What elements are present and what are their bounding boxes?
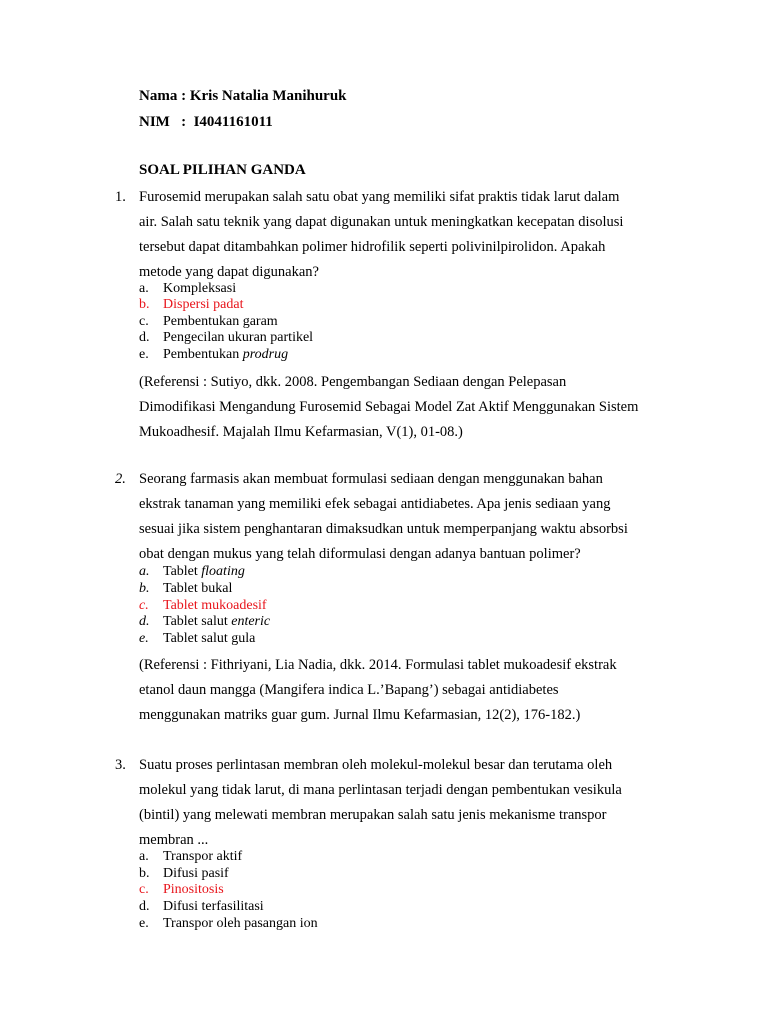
q1-option-e-letter: e. bbox=[139, 347, 149, 362]
question-3-line: molekul yang tidak larut, di mana perlintasan terjadi dengan pembentukan vesikula bbox=[139, 782, 622, 798]
q1-option-c-letter: c. bbox=[139, 314, 149, 329]
nama-label: Nama : bbox=[139, 88, 190, 104]
q3-option-a-letter: a. bbox=[139, 849, 149, 864]
q2-option-e-letter: e. bbox=[139, 631, 149, 646]
q2-reference-line: etanol daun mangga (Mangifera indica L.’Bapang’) sebagai antidiabetes bbox=[139, 682, 559, 698]
q1-option-e-italic: prodrug bbox=[242, 347, 289, 362]
question-3-line: (bintil) yang melewati membran merupakan salah satu jenis mekanisme transpor bbox=[139, 807, 607, 823]
question-3-number: 3. bbox=[115, 757, 126, 773]
q3-option-b: Difusi pasif bbox=[163, 866, 229, 881]
nama-value: Kris Natalia Manihuruk bbox=[189, 88, 347, 104]
q2-option-e: Tablet salut gula bbox=[163, 631, 256, 646]
q1-option-e-text: Pembentukan bbox=[163, 347, 243, 362]
q3-option-e: Transpor oleh pasangan ion bbox=[163, 916, 318, 931]
question-3-line: membran ... bbox=[139, 832, 209, 848]
q1-reference-line: (Referensi : Sutiyo, dkk. 2008. Pengembangan Sediaan dengan Pelepasan bbox=[139, 374, 567, 390]
q3-option-c-correct: Pinositosis bbox=[163, 882, 224, 897]
q3-option-d: Difusi terfasilitasi bbox=[163, 899, 264, 914]
q2-option-b: Tablet bukal bbox=[163, 581, 233, 596]
q2-option-c-correct: Tablet mukoadesif bbox=[163, 598, 267, 613]
question-1-line: tersebut dapat ditambahkan polimer hidrofilik seperti polivinilpirolidon. Apakah bbox=[139, 239, 606, 255]
q3-option-e-letter: e. bbox=[139, 916, 149, 931]
q1-option-a-letter: a. bbox=[139, 281, 149, 296]
q2-option-d bbox=[163, 614, 270, 630]
question-1-number: 1. bbox=[115, 189, 126, 205]
q1-option-b-correct: Dispersi padat bbox=[163, 297, 244, 312]
question-2-line: ekstrak tanaman yang memiliki efek sebagai antidiabetes. Apa jenis sediaan yang bbox=[139, 496, 611, 512]
q2-option-a-italic: floating bbox=[201, 564, 245, 579]
q2-option-d-italic: enteric bbox=[231, 614, 271, 629]
q3-option-c-letter: c. bbox=[139, 882, 149, 897]
question-1-line: air. Salah satu teknik yang dapat digunakan untuk meningkatkan kecepatan disolusi bbox=[139, 214, 624, 230]
q2-option-b-letter: b. bbox=[139, 581, 150, 596]
question-3-line: Suatu proses perlintasan membran oleh molekul-molekul besar dan terutama oleh bbox=[139, 757, 613, 773]
q1-option-e bbox=[163, 347, 288, 363]
question-2-line: obat dengan mukus yang telah diformulasi dengan adanya bantuan polimer? bbox=[139, 546, 581, 562]
q2-option-a-letter: a. bbox=[139, 564, 150, 579]
q2-reference-line: (Referensi : Fithriyani, Lia Nadia, dkk. 2014. Formulasi tablet mukoadesif ekstrak bbox=[139, 657, 617, 673]
q1-option-a: Kompleksasi bbox=[163, 281, 237, 296]
q2-option-a bbox=[163, 564, 245, 580]
q3-option-d-letter: d. bbox=[139, 899, 150, 914]
q1-option-d: Pengecilan ukuran partikel bbox=[163, 330, 314, 345]
question-2-line: Seorang farmasis akan membuat formulasi sediaan dengan menggunakan bahan bbox=[139, 471, 603, 487]
q1-reference-line: Dimodifikasi Mengandung Furosemid Sebagai Model Zat Aktif Menggunakan Sistem bbox=[139, 399, 639, 415]
section-title: SOAL PILIHAN GANDA bbox=[139, 162, 306, 178]
question-1-line: Furosemid merupakan salah satu obat yang memiliki sifat praktis tidak larut dalam bbox=[139, 189, 620, 205]
question-2-number: 2. bbox=[115, 471, 126, 487]
q3-option-a: Transpor aktif bbox=[163, 849, 243, 864]
q1-reference-line: Mukoadhesif. Majalah Ilmu Kefarmasian, V(1), 01-08.) bbox=[139, 424, 463, 440]
q1-option-b-letter: b. bbox=[139, 297, 150, 312]
q2-option-d-text: Tablet salut bbox=[163, 614, 232, 629]
q2-option-c-letter: c. bbox=[139, 598, 149, 613]
q2-option-a-text: Tablet bbox=[163, 564, 202, 579]
question-1-line: metode yang dapat digunakan? bbox=[139, 264, 319, 280]
q2-reference-line: menggunakan matriks guar gum. Jurnal Ilmu Kefarmasian, 12(2), 176-182.) bbox=[139, 707, 581, 723]
q3-option-b-letter: b. bbox=[139, 866, 150, 881]
nim-value: I4041161011 bbox=[193, 114, 273, 130]
q1-option-c: Pembentukan garam bbox=[163, 314, 278, 329]
q2-option-d-letter: d. bbox=[139, 614, 150, 629]
student-nim-line bbox=[139, 114, 273, 131]
question-2-line: sesuai jika sistem penghantaran dimaksudkan untuk memperpanjang waktu absorbsi bbox=[139, 521, 628, 537]
nim-label: NIM : bbox=[139, 114, 194, 130]
q1-option-d-letter: d. bbox=[139, 330, 150, 345]
student-name-line bbox=[139, 88, 347, 105]
